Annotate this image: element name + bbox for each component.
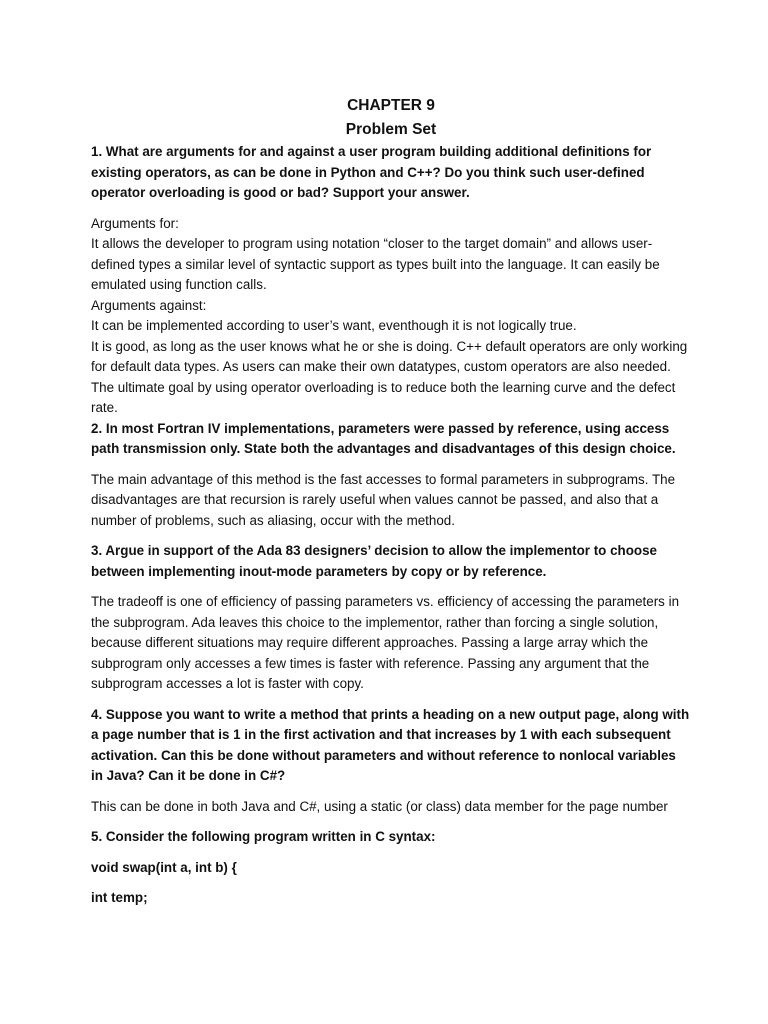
answer-4: This can be done in both Java and C#, using a static (or class) data member for the page number [91,798,668,814]
question-3: 3. Argue in support of the Ada 83 designers’ decision to allow the implementor to choose between implementing inout-mode parameters by copy or by reference. [91,543,657,579]
answer-3: The tradeoff is one of efficiency of passing parameters vs. efficiency of accessing the parameters in the subprogram. Ada leaves this choice to the implementor, rather than forcing a single solution, because different situations may require different approaches. Passing a large array which the subprogram only accesses a few times is faster with reference. Passing any argument that the subprogram accesses a lot is faster with copy. [91,594,680,691]
question-1: 1. What are arguments for and against a user program building additional definitions for existing operators, as can be done in Python and C++? Do you think such user-defined operator overloading is good or bad? Support your answer. [91,144,652,200]
answer-1-against-text-1: It can be implemented according to user’s want, eventhough it is not logically true. [91,318,577,333]
answer-1-for-label: Arguments for: [91,215,179,231]
chapter-title: CHAPTER 9 [347,97,435,114]
code-line-1: void swap(int a, int b) { [91,859,237,875]
question-2: 2. In most Fortran IV implementations, parameters were passed by reference, using access path transmission only. State both the advantages and disadvantages of this design choice. [91,420,676,456]
question-4: 4. Suppose you want to write a method that prints a heading on a new output page, along with a page number that is 1 in the first activation and that increases by 1 with each subsequent activation. Can this be done without parameters and without reference to nonlocal variables in Java? Can it be done in C#? [91,706,690,783]
answer-1-against-label: Arguments against: [91,297,207,313]
section-title: Problem Set [345,121,437,138]
answer-1-against-text-2: It is good, as long as the user knows what he or she is doing. C++ default operators are only working for default data types. As users can make their own datatypes, custom operators are also needed. The ultimate goal by using operator overloading is to reduce both the learning curve and the defect rate. [91,338,688,415]
question-5: 5. Consider the following program written in C syntax: [91,829,436,844]
code-line-2: int temp; [91,890,148,905]
document-body [91,94,691,909]
answer-2: The main advantage of this method is the fast accesses to formal parameters in subprograms. The disadvantages are that recursion is rarely useful when values cannot be passed, and also that a number of problems, such as aliasing, occur with the method. [91,471,676,528]
answer-1-for-text: It allows the developer to program using notation “closer to the target domain” and allows user-defined types a similar level of syntactic support as types built into the language. It can easily be emulated using function calls. [91,236,660,292]
